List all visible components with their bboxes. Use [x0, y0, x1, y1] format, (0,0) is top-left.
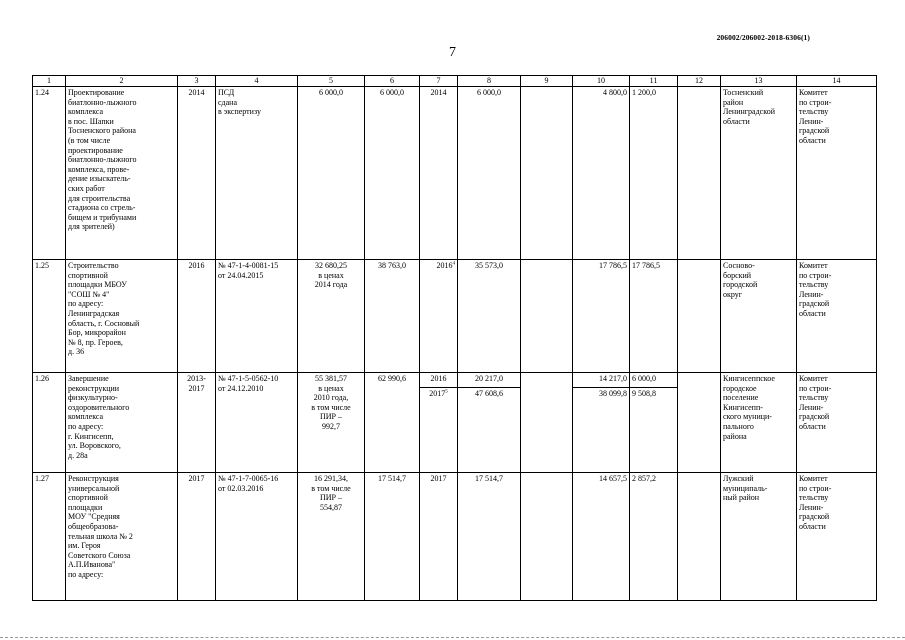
expertise-document: № 47-1-7-0065-16 от 02.03.2016 — [216, 473, 298, 601]
column-number: 6 — [365, 76, 420, 87]
col9-value — [521, 87, 573, 260]
col12-value — [678, 87, 721, 260]
col9-value — [521, 473, 573, 601]
column-number: 12 — [678, 76, 721, 87]
col12-value — [678, 473, 721, 601]
construction-year: 2013- 2017 — [178, 373, 216, 473]
row-number: 1.26 — [33, 373, 66, 473]
object-name: Реконструкция универсальной спортивной площадки МОУ "Средняя общеобразова- тельная школа № 2 им. Героя Советского Союза А.П.Иванова" по адресу: — [66, 473, 178, 601]
table-row — [33, 373, 877, 473]
object-name: Проектирование биатлонно-лыжного комплекса в пос. Шапки Тосненского района (в том числе проектирование биатлонно-лыжного комплекса, прове- дение изыскатель- ских работ для строительства стадиона со стрель- бищем и трибунами для зрителей) — [66, 87, 178, 260]
object-name: Строительство спортивной площадки МБОУ "СОШ № 4" по адресу: Ленинградская область, г. Сосновый Бор, микрорайон № 8, пр. Героев, д. 36 — [66, 260, 178, 373]
col6-value: 38 763,0 — [365, 260, 420, 373]
construction-year: 2014 — [178, 87, 216, 260]
page-bottom-edge — [0, 637, 905, 638]
value-first: 6 000,0 — [632, 374, 656, 383]
column-number: 1 — [33, 76, 66, 87]
table-row — [33, 260, 877, 373]
year-value: 2017 — [429, 388, 446, 398]
col11-value: 17 786,5 — [630, 260, 678, 373]
municipality: Кингисеппское городское поселение Кингисепп- ского муници- пального района — [721, 373, 797, 473]
column-number: 9 — [521, 76, 573, 87]
column-number: 3 — [178, 76, 216, 87]
column-number-row — [33, 76, 877, 87]
column-number: 4 — [216, 76, 298, 87]
expertise-document: № 47-1-4-0081-15 от 24.04.2015 — [216, 260, 298, 373]
responsible-body: Комитет по строи- тельству Ленин- градской области — [797, 373, 877, 473]
column-number: 7 — [420, 76, 458, 87]
col11-value — [630, 373, 678, 473]
col10-value: 17 786,5 — [573, 260, 630, 373]
estimated-cost: 16 291,34, в том числе ПИР – 554,87 — [298, 473, 365, 601]
row-number: 1.27 — [33, 473, 66, 601]
column-number: 2 — [66, 76, 178, 87]
col11-value: 2 857,2 — [630, 473, 678, 601]
col11-value: 1 200,0 — [630, 87, 678, 260]
value-first: 14 217,0 — [599, 374, 627, 383]
footnote-mark: 5 — [445, 388, 448, 394]
year-value: 2017 — [430, 474, 447, 483]
responsible-body: Комитет по строи- тельству Ленин- градской области — [797, 87, 877, 260]
col8-value: 17 514,7 — [458, 473, 521, 601]
value-second: 9 508,8 — [630, 387, 677, 399]
estimated-cost: 55 381,57 в ценах 2010 года, в том числе ПИР – 992,7 — [298, 373, 365, 473]
col12-value — [678, 260, 721, 373]
year-value: 2016 — [430, 374, 447, 383]
col8-value — [458, 373, 521, 473]
municipality: Тосненский район Ленинградской области — [721, 87, 797, 260]
estimated-cost: 6 000,0 — [298, 87, 365, 260]
responsible-body: Комитет по строи- тельству Ленин- градской области — [797, 260, 877, 373]
construction-year: 2016 — [178, 260, 216, 373]
col8-value: 6 000,0 — [458, 87, 521, 260]
municipality: Сосново- борский городской округ — [721, 260, 797, 373]
investment-program-table — [32, 75, 877, 601]
footnote-mark: 4 — [452, 261, 455, 267]
col10-value: 14 657,5 — [573, 473, 630, 601]
responsible-body: Комитет по строи- тельству Ленин- градской области — [797, 473, 877, 601]
row-number: 1.24 — [33, 87, 66, 260]
expertise-document: № 47-1-5-0562-10 от 24.12.2010 — [216, 373, 298, 473]
year-value: 2016 — [436, 261, 453, 270]
column-number: 8 — [458, 76, 521, 87]
column-number: 14 — [797, 76, 877, 87]
value-first: 20 217,0 — [475, 374, 503, 383]
object-name: Завершение реконструкции физкультурно- оздоровительного комплекса по адресу: г. Кингисепп, ул. Воровского, д. 28а — [66, 373, 178, 473]
document-registration-number: 206002/206002-2018-6306(1) — [716, 33, 810, 42]
value-second: 47 608,6 — [458, 387, 520, 399]
col7-year — [420, 87, 458, 260]
table-row — [33, 87, 877, 260]
col10-value — [573, 373, 630, 473]
page-number: 7 — [449, 45, 456, 60]
col7-year — [420, 260, 458, 373]
column-number: 5 — [298, 76, 365, 87]
value-second: 38 099,8 — [573, 387, 629, 399]
column-number: 10 — [573, 76, 630, 87]
year-value-second — [420, 387, 457, 399]
col6-value: 62 990,6 — [365, 373, 420, 473]
column-number: 11 — [630, 76, 678, 87]
col7-year — [420, 373, 458, 473]
column-number: 13 — [721, 76, 797, 87]
col9-value — [521, 373, 573, 473]
year-value: 2014 — [430, 88, 447, 97]
construction-year: 2017 — [178, 473, 216, 601]
table-row — [33, 473, 877, 601]
col6-value: 6 000,0 — [365, 87, 420, 260]
col8-value: 35 573,0 — [458, 260, 521, 373]
col7-year — [420, 473, 458, 601]
municipality: Лужский муниципаль- ный район — [721, 473, 797, 601]
col6-value: 17 514,7 — [365, 473, 420, 601]
col12-value — [678, 373, 721, 473]
expertise-document: ПСД сдана в экспертизу — [216, 87, 298, 260]
row-number: 1.25 — [33, 260, 66, 373]
col9-value — [521, 260, 573, 373]
estimated-cost: 32 680,25 в ценах 2014 года — [298, 260, 365, 373]
col10-value: 4 800,0 — [573, 87, 630, 260]
